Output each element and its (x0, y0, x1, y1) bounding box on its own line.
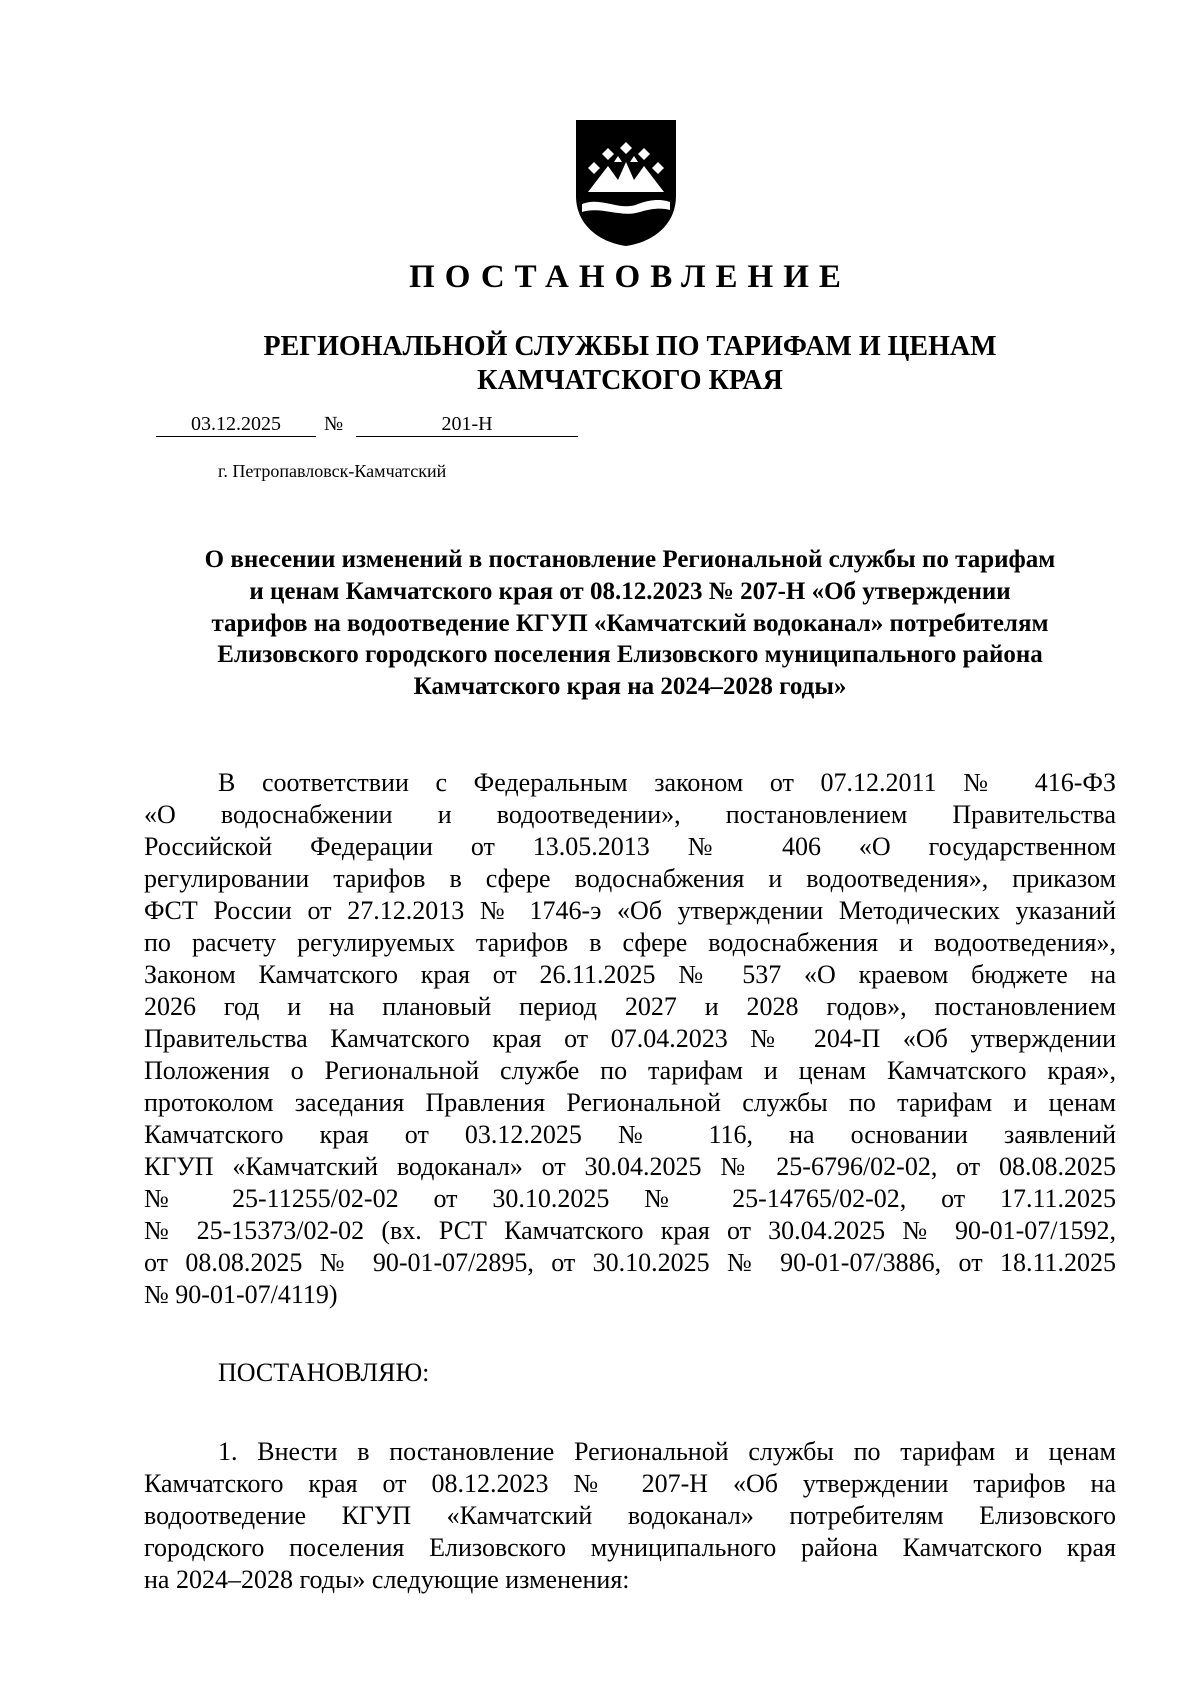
preamble-line: Положения о Региональной службе по тарифам и ценам Камчатского края», (144, 1056, 1116, 1085)
item-line: на 2024–2028 годы» следующие изменения: (144, 1565, 630, 1594)
preamble-line: Камчатского края от 03.12.2025 № 116, на основании заявлений (144, 1120, 1116, 1149)
city-of-issue: г. Петропавловск-Камчатский (218, 461, 447, 481)
item-line: водоотведение КГУП «Камчатский водоканал» потребителям Елизовского (144, 1501, 1116, 1530)
document-date: 03.12.2025 (156, 412, 316, 437)
preamble-line: «О водоснабжении и водоотведении», постановлением Правительства (144, 800, 1116, 829)
preamble-line: протоколом заседания Правления Региональной службы по тарифам и ценам (144, 1088, 1116, 1117)
preamble-line: Законом Камчатского края от 26.11.2025 № 537 «О краевом бюджете на (144, 960, 1116, 989)
item-line: Камчатского края от 08.12.2023 № 207-Н «Об утверждении тарифов на (144, 1469, 1116, 1498)
preamble-line: Правительства Камчатского края от 07.04.2023 № 204-П «Об утверждении (144, 1024, 1116, 1053)
preamble-line: Российской Федерации от 13.05.2013 № 406 «О государственном (144, 832, 1116, 861)
preamble-line: 2026 год и на плановый период 2027 и 2028 годов», постановлением (144, 992, 1116, 1021)
subject-line: Елизовского городского поселения Елизовского муниципального района (217, 641, 1043, 669)
subject-line: О внесении изменений в постановление Региональной службы по тарифам (204, 546, 1056, 573)
issuing-authority (0, 330, 1200, 398)
document-number: 201-Н (356, 412, 578, 437)
preamble-line: № 25-15373/02-02 (вх. РСТ Камчатского края от 30.04.2025 № 90-01-07/1592, (144, 1216, 1116, 1245)
kamchatka-emblem-icon (574, 118, 678, 248)
preamble-line: КГУП «Камчатский водоканал» от 30.04.2025 № 25-6796/02-02, от 08.08.2025 (144, 1152, 1116, 1181)
document-title: ПОСТАНОВЛЕНИЕ (409, 259, 851, 295)
preamble-line: регулировании тарифов в сфере водоснабжения и водоотведения», приказом (144, 864, 1116, 893)
preamble-line: В соответствии с Федеральным законом от 07.12.2011 № 416-ФЗ (218, 768, 1116, 797)
number-sign: № (324, 413, 344, 435)
subject-line: и ценам Камчатского края от 08.12.2023 № 207-Н «Об утверждении (249, 577, 1011, 605)
item-line: городского поселения Елизовского муниципального района Камчатского края (144, 1533, 1116, 1562)
preamble-line: от 08.08.2025 № 90-01-07/2895, от 30.10.2025 № 90-01-07/3886, от 18.11.2025 (144, 1248, 1116, 1277)
subject-heading (144, 544, 1116, 703)
subject-line: Камчатского края на 2024–2028 годы» (413, 673, 847, 701)
preamble-line: ФСТ России от 27.12.2013 № 1746-э «Об утверждении Методических указаний (144, 896, 1116, 925)
authority-line-2: КАМЧАТСКОГО КРАЯ (477, 365, 783, 396)
preamble-line: № 25-11255/02-02 от 30.10.2025 № 25-14765/02-02, от 17.11.2025 (144, 1184, 1116, 1213)
preamble-line: № 90-01-07/4119) (144, 1280, 338, 1309)
item-line: 1. Внести в постановление Региональной службы по тарифам и ценам (218, 1437, 1116, 1466)
preamble-line: по расчету регулируемых тарифов в сфере водоснабжения и водоотведения», (144, 928, 1116, 957)
decree-word: ПОСТАНОВЛЯЮ: (218, 1358, 430, 1387)
subject-line: тарифов на водоотведение КГУП «Камчатский водоканал» потребителям (211, 609, 1049, 637)
authority-line-1: РЕГИОНАЛЬНОЙ СЛУЖБЫ ПО ТАРИФАМ И ЦЕНАМ (263, 331, 997, 362)
